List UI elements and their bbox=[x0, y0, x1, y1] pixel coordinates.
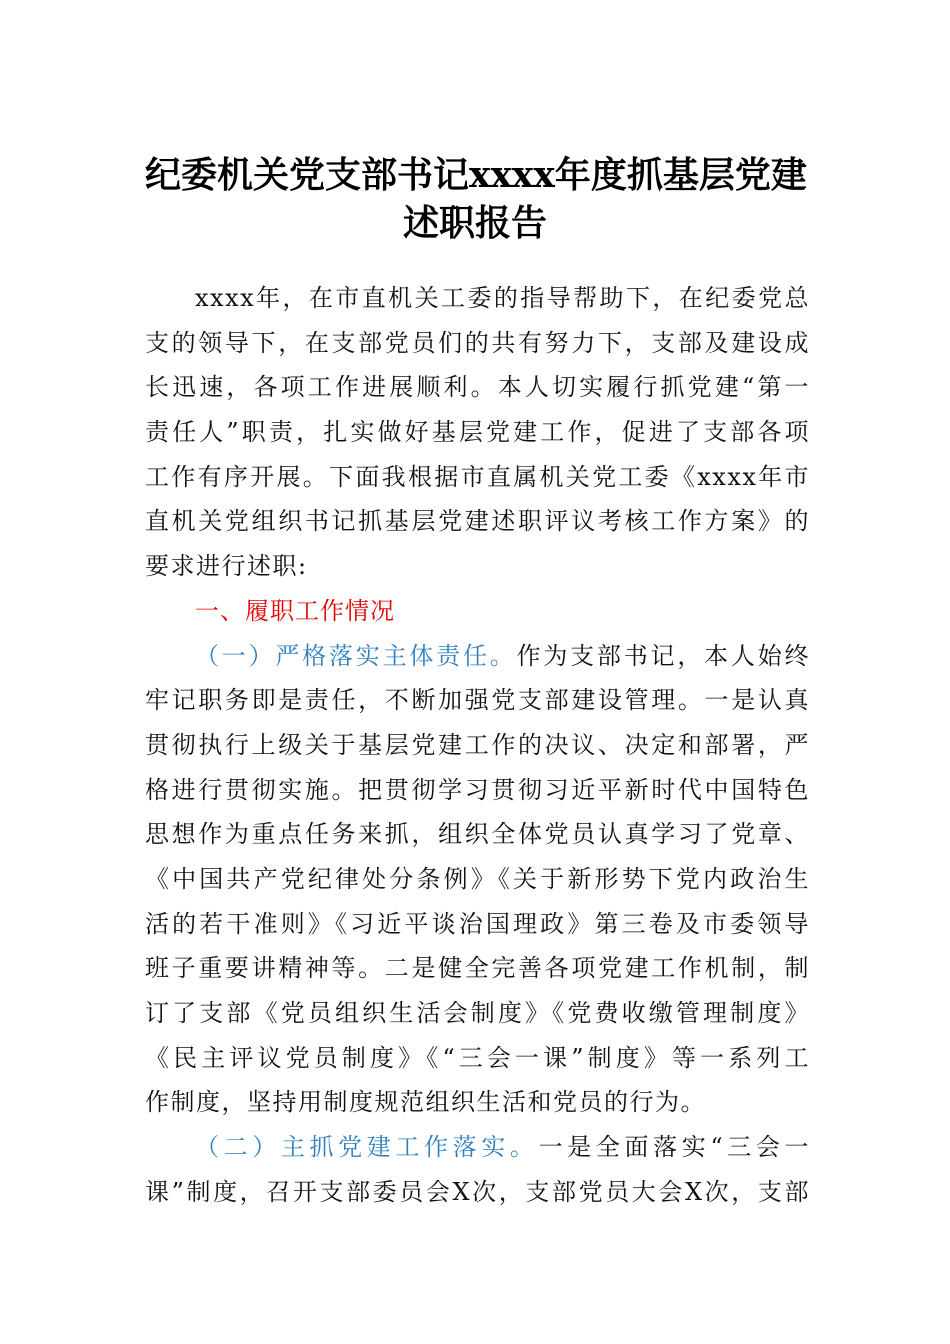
subsection-1-heading: （一）严格落实主体责任。 bbox=[195, 641, 517, 670]
subsection-1-line: 牢记职务即是责任，不断加强党支部建设管理。一是认真 bbox=[145, 686, 810, 715]
subsection-2-first-text: 一是全面落实“三会一 bbox=[538, 1133, 810, 1162]
subsection-2-heading: （二）主抓党建工作落实。 bbox=[195, 1133, 539, 1162]
intro-line: 直机关党组织书记抓基层党建述职评议考核工作方案》的 bbox=[145, 507, 810, 536]
subsection-1-first-line bbox=[145, 634, 810, 679]
subsection-1-line: 活的若干准则》《习近平谈治国理政》第三卷及市委领导 bbox=[145, 909, 810, 938]
subsection-2-line: 课”制度，召开支部委员会X次，支部党员大会X次，支部 bbox=[145, 1177, 810, 1206]
document-title-line-1: 纪委机关党支部书记xxxx年度抓基层党建 bbox=[145, 154, 807, 196]
subsection-1-first-text: 作为支部书记，本人始终 bbox=[516, 641, 811, 670]
intro-line: 长迅速，各项工作进展顺利。本人切实履行抓党建“第一 bbox=[145, 373, 810, 402]
subsection-1-line: 格进行贯彻实施。把贯彻学习贯彻习近平新时代中国特色 bbox=[145, 775, 810, 804]
section-1-heading: 一、履职工作情况 bbox=[195, 596, 395, 625]
intro-line: 支的领导下，在支部党员们的共有努力下，支部及建设成 bbox=[145, 328, 810, 357]
document-body bbox=[145, 276, 810, 1214]
intro-line: 要求进行述职: bbox=[145, 552, 308, 581]
subsection-2-first-line bbox=[145, 1125, 810, 1170]
intro-line: xxxx年，在市直机关工委的指导帮助下，在纪委党总 bbox=[195, 284, 810, 312]
subsection-1-line: 《中国共产党纪律处分条例》《关于新形势下党内政治生 bbox=[145, 864, 810, 893]
subsection-1-line: 思想作为重点任务来抓，组织全体党员认真学习了党章、 bbox=[145, 820, 810, 849]
intro-line: 责任人”职责，扎实做好基层党建工作，促进了支部各项 bbox=[145, 418, 810, 447]
subsection-1-line: 班子重要讲精神等。二是健全完善各项党建工作机制，制 bbox=[145, 954, 810, 983]
document-title-line-2: 述职报告 bbox=[402, 202, 547, 244]
subsection-1-line: 订了支部《党员组织生活会制度》《党费收缴管理制度》 bbox=[145, 999, 810, 1027]
intro-line: 工作有序开展。下面我根据市直属机关党工委《xxxx年市 bbox=[145, 462, 810, 491]
subsection-1-line: 作制度，坚持用制度规范组织生活和党员的行为。 bbox=[145, 1088, 706, 1117]
subsection-1-line: 贯彻执行上级关于基层党建工作的决议、决定和部署，严 bbox=[145, 730, 810, 759]
subsection-1-line: 《民主评议党员制度》《“三会一课”制度》等一系列工 bbox=[145, 1043, 810, 1072]
